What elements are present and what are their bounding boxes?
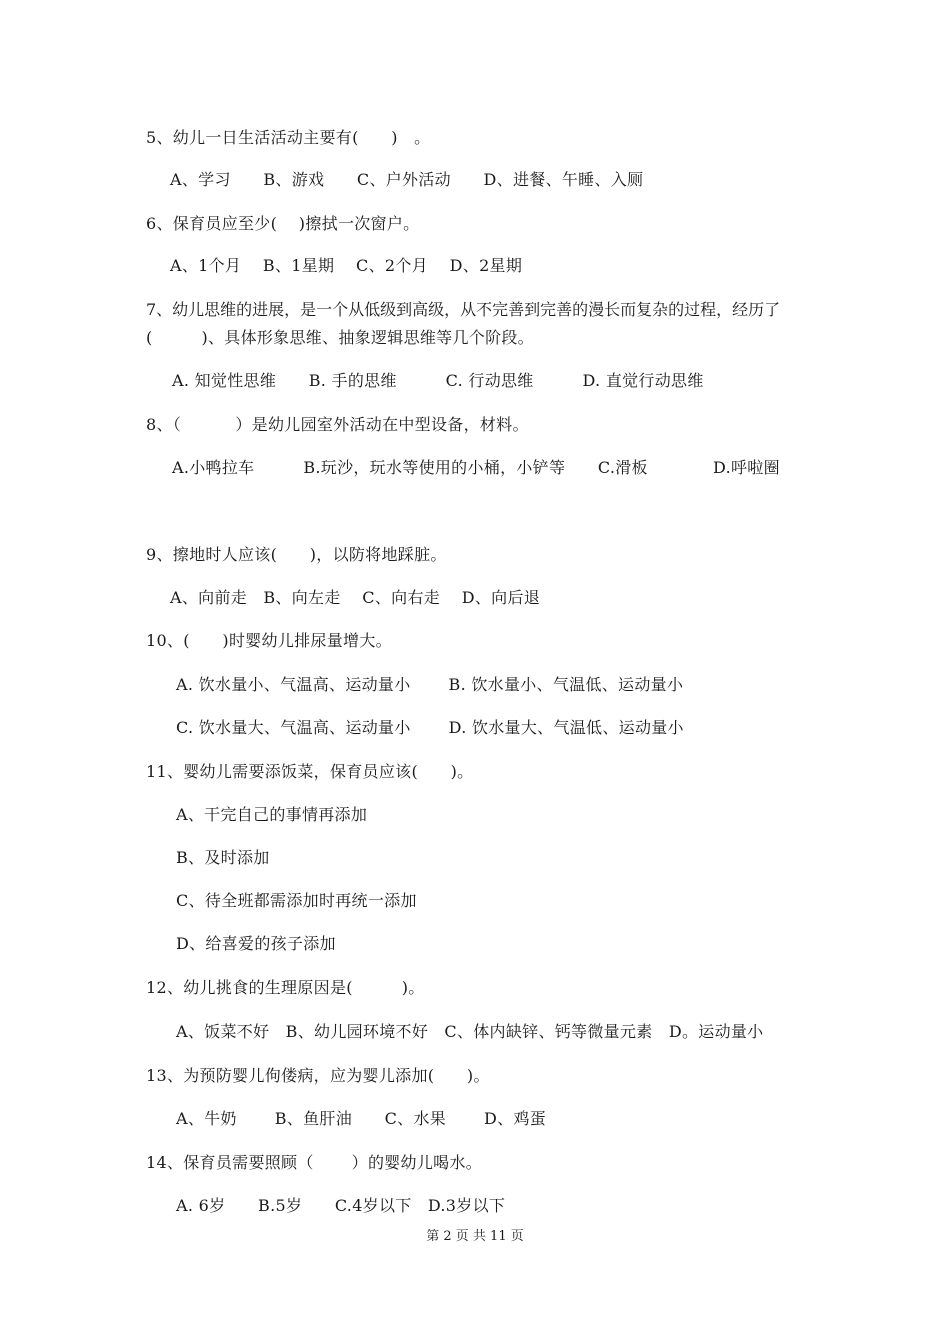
question-7-stem-line-1: 7、幼儿思维的进展，是一个从低级到高级，从不完善到完善的漫长而复杂的过程，经历了 bbox=[146, 300, 781, 319]
question-13-options: A、牛奶 B、鱼肝油 C、水果 D、鸡蛋 bbox=[176, 1109, 547, 1128]
question-10-options-a-b: A. 饮水量小、气温高、运动量小 B. 饮水量小、气温低、运动量小 bbox=[176, 675, 684, 694]
question-11-option-b: B、及时添加 bbox=[176, 848, 270, 867]
question-13-stem: 13、为预防婴儿佝偻病，应为婴儿添加( )。 bbox=[146, 1066, 490, 1085]
question-6-options: A、1个月 B、1星期 C、2个月 D、2星期 bbox=[170, 256, 523, 275]
question-5-options: A、学习 B、游戏 C、户外活动 D、进餐、午睡、入厕 bbox=[170, 170, 644, 189]
question-10-stem: 10、( )时婴幼儿排尿量增大。 bbox=[146, 631, 392, 650]
question-12-stem: 12、幼儿挑食的生理原因是( )。 bbox=[146, 978, 425, 997]
question-10-options-c-d: C. 饮水量大、气温高、运动量小 D. 饮水量大、气温低、运动量小 bbox=[176, 718, 684, 737]
question-5-stem: 5、幼儿一日生活活动主要有( ) 。 bbox=[146, 128, 431, 147]
question-11-option-d: D、给喜爱的孩子添加 bbox=[176, 934, 336, 953]
question-8-options: A.小鸭拉车 B.玩沙，玩水等使用的小桶，小铲等 C.滑板 D.呼啦圈 bbox=[172, 458, 780, 477]
question-14-stem: 14、保育员需要照顾（ ）的婴幼儿喝水。 bbox=[146, 1153, 483, 1172]
question-14-options: A. 6岁 B.5岁 C.4岁以下 D.3岁以下 bbox=[176, 1196, 506, 1215]
question-7-options: A. 知觉性思维 B. 手的思维 C. 行动思维 D. 直觉行动思维 bbox=[172, 371, 704, 390]
question-7-stem-line-2: ( )、具体形象思维、抽象逻辑思维等几个阶段。 bbox=[146, 328, 534, 347]
question-11-option-c: C、待全班都需添加时再统一添加 bbox=[176, 891, 417, 910]
question-8-stem: 8、（ ）是幼儿园室外活动在中型设备，材料。 bbox=[146, 415, 529, 434]
question-11-option-a: A、干完自己的事情再添加 bbox=[176, 805, 368, 824]
page-number-footer: 第 2 页 共 11 页 bbox=[426, 1229, 524, 1244]
question-6-stem: 6、保育员应至少( )擦拭一次窗户。 bbox=[146, 214, 420, 233]
question-11-stem: 11、婴幼儿需要添饭菜，保育员应该( )。 bbox=[146, 762, 474, 781]
question-12-options: A、饭菜不好 B、幼儿园环境不好 C、体内缺锌、钙等微量元素 D。运动量小 bbox=[176, 1022, 764, 1041]
question-9-stem: 9、擦地时人应该( )，以防将地踩脏。 bbox=[146, 545, 447, 564]
question-9-options: A、向前走 B、向左走 C、向右走 D、向后退 bbox=[170, 588, 541, 607]
